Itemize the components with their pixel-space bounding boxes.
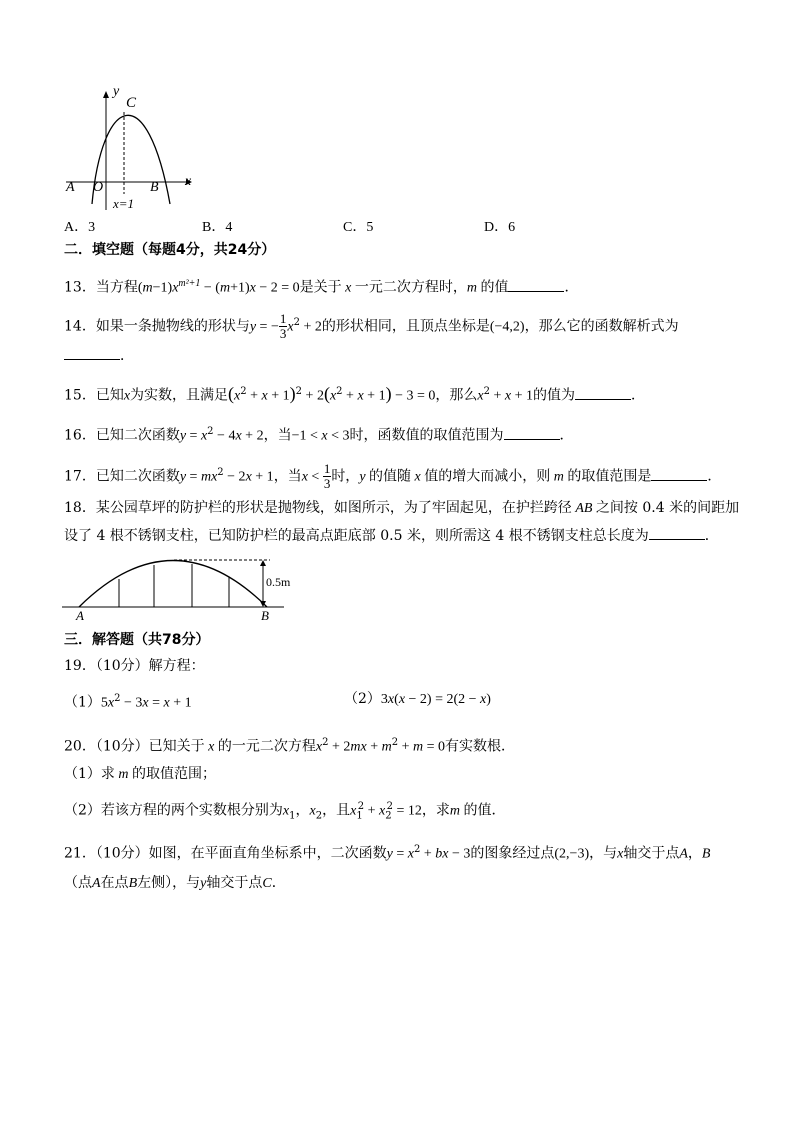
question-20-part-2: （2）若该方程的两个实数根分别为$x_1$，$x_2$，且$x_1^2 + x_2^2 = 12$，求m 的值． <box>64 801 506 822</box>
question-18-line-1: 18．某公园草坪的防护栏的形状是抛物线，如图所示，为了牢固起见，在护拦跨径 AB 之间按 0.4 米的间距加 <box>64 500 740 516</box>
option-a: A．3 <box>64 220 96 235</box>
fence-point-a: A <box>76 608 84 623</box>
question-21: 21．（10分）如图，在平面直角坐标系中，二次函数$y = x^2$ + bx − 3的图象经过点(2,−3)，与x轴交于点A，B <box>64 844 711 862</box>
fig1-x-label: x <box>185 174 192 189</box>
question-15: 15．已知x为实数，且满足$(x^2 + x + 1)^2 + 2(x^2 + x + 1) - 3 = 0$，那么$x^2 + x + 1$的值为 ． <box>64 383 645 404</box>
question-13: 13．当方程$(m-1)x^{m^2+1} - (m+1)x - 2 = 0$是关于 x 一元二次方程时，m 的值 ． <box>64 278 579 296</box>
section-3-title: 三．解答题（共78分） <box>64 632 210 648</box>
option-b: B．4 <box>202 220 233 235</box>
option-c: C．5 <box>343 220 374 235</box>
option-d: D．6 <box>484 220 516 235</box>
question-19-part-2: （2）3x(x − 2) = 2(2 − x) <box>344 691 491 707</box>
fig1-point-b: B <box>150 180 159 195</box>
question-20: 20．（10分）已知关于 x 的一元二次方程$x^2 + 2mx + m^2 + m = 0$有实数根． <box>64 737 516 755</box>
fence-point-b: B <box>261 608 269 623</box>
question-19: 19．（10分）解方程： <box>64 658 205 674</box>
question-21-line-2: （点A在点B左侧），与y轴交于点C． <box>64 875 286 891</box>
question-20-part-1: （1）求 m 的取值范围； <box>64 766 217 782</box>
question-14: 14．如果一条抛物线的形状与y = − $\frac{1}{3}$ $x^2 + 2$的形状相同，且顶点坐标是(−4,2)，那么它的函数解析式为 <box>64 311 679 341</box>
question-14-answer-line: ． <box>64 346 134 366</box>
question-16: 16．已知二次函数$y = x^2 - 4x + 2$，当−1 < x < 3时，函数值的取值范围为 ． <box>64 426 574 444</box>
fence-figure <box>62 556 287 612</box>
fig1-axis-note: x=1 <box>113 196 135 211</box>
question-17: 17．已知二次函数$y = mx^2 - 2x + 1$，当x < $\frac{1}{3}$ 时，y 的值随 x 值的增大而减小，则 m 的取值范围是 ． <box>64 461 722 491</box>
fig1-point-a: A <box>66 180 75 195</box>
fig1-y-label: y <box>113 84 120 99</box>
fence-height-label: 0.5m <box>266 575 291 589</box>
section-2-title: 二．填空题（每题4分，共24分） <box>64 242 276 258</box>
fig1-origin: O <box>93 180 104 195</box>
question-18-line-2: 设了 4 根不锈钢支柱，已知防护栏的最高点距底部 0.5 米，则所需这 4 根不锈钢支柱总长度为 ． <box>64 528 719 544</box>
question-19-part-1: $(1)5x^2 - 3x = x + 1$ <box>64 693 192 711</box>
fig1-vertex-c: C <box>126 95 137 111</box>
